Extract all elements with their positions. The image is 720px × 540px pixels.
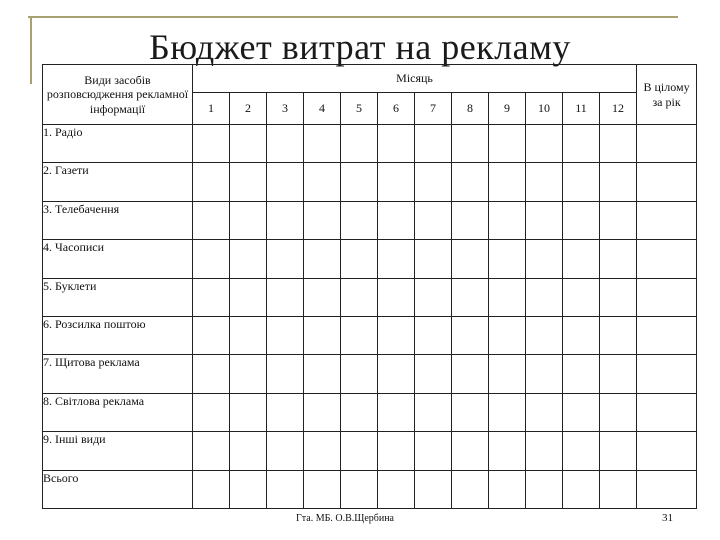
table-cell <box>600 393 637 431</box>
table-row <box>43 316 697 354</box>
table-cell <box>267 316 304 354</box>
table-row <box>43 432 697 470</box>
table-cell <box>304 240 341 278</box>
table-cell <box>563 278 600 316</box>
table-cell <box>526 470 563 508</box>
table-row <box>43 393 697 431</box>
table-cell <box>600 163 637 201</box>
table-cell <box>563 240 600 278</box>
table-cell <box>452 316 489 354</box>
page-number: 31 <box>662 512 673 524</box>
table-row <box>43 355 697 393</box>
month-number: 7 <box>415 93 452 125</box>
table-cell <box>452 201 489 239</box>
month-number: 11 <box>563 93 600 125</box>
row-label: 1. Радіо <box>43 125 193 163</box>
table-cell <box>193 240 230 278</box>
table-cell <box>193 316 230 354</box>
table-cell <box>378 278 415 316</box>
table-cell <box>304 432 341 470</box>
table-cell <box>230 201 267 239</box>
table-cell <box>600 355 637 393</box>
table-cell <box>526 432 563 470</box>
row-label: 8. Світлова реклама <box>43 393 193 431</box>
table-cell <box>193 125 230 163</box>
table-cell <box>563 355 600 393</box>
row-label: 6. Розсилка поштою <box>43 316 193 354</box>
table-cell <box>526 393 563 431</box>
table-row <box>43 470 697 508</box>
table-cell <box>267 432 304 470</box>
table-cell <box>304 278 341 316</box>
row-label: 2. Газети <box>43 163 193 201</box>
table-cell <box>415 316 452 354</box>
table-cell <box>267 278 304 316</box>
table-cell <box>489 240 526 278</box>
table-cell <box>267 393 304 431</box>
slide-title: Бюджет витрат на рекламу <box>149 27 571 67</box>
table-row <box>43 240 697 278</box>
table-cell <box>637 432 697 470</box>
table-cell <box>378 393 415 431</box>
month-number: 1 <box>193 93 230 125</box>
table-cell <box>600 240 637 278</box>
footer-author: Гта. МБ. О.В.Щербина <box>296 513 394 524</box>
header-media-types: Види засобів розповсюдження рекламної інформації <box>43 65 193 125</box>
table-cell <box>193 470 230 508</box>
table-cell <box>267 163 304 201</box>
table-row <box>43 163 697 201</box>
table-cell <box>526 240 563 278</box>
row-label: 5. Буклети <box>43 278 193 316</box>
table-cell <box>452 163 489 201</box>
table-cell <box>341 240 378 278</box>
table-cell <box>600 201 637 239</box>
table-cell <box>230 470 267 508</box>
table-cell <box>415 470 452 508</box>
table-cell <box>637 163 697 201</box>
table-cell <box>489 355 526 393</box>
table-cell <box>193 278 230 316</box>
table-cell <box>230 125 267 163</box>
table-cell <box>489 163 526 201</box>
table-cell <box>378 125 415 163</box>
table-cell <box>637 355 697 393</box>
month-number: 3 <box>267 93 304 125</box>
table-cell <box>452 432 489 470</box>
table-cell <box>415 355 452 393</box>
table-cell <box>267 355 304 393</box>
month-number: 2 <box>230 93 267 125</box>
row-label: 4. Часописи <box>43 240 193 278</box>
table-cell <box>526 163 563 201</box>
table-cell <box>489 201 526 239</box>
row-label: 7. Щитова реклама <box>43 355 193 393</box>
table-cell <box>341 355 378 393</box>
table-cell <box>563 163 600 201</box>
table-cell <box>378 355 415 393</box>
table-cell <box>304 316 341 354</box>
table-cell <box>230 240 267 278</box>
month-number: 6 <box>378 93 415 125</box>
table-cell <box>341 432 378 470</box>
table-cell <box>193 355 230 393</box>
table-cell <box>230 393 267 431</box>
table-cell <box>637 393 697 431</box>
table-cell <box>341 125 378 163</box>
table-cell <box>637 316 697 354</box>
table-cell <box>378 201 415 239</box>
table-cell <box>563 393 600 431</box>
table-cell <box>341 278 378 316</box>
header-yearly-total: В цілому за рік <box>637 65 697 125</box>
table-cell <box>193 432 230 470</box>
table-cell <box>267 125 304 163</box>
month-number: 8 <box>452 93 489 125</box>
table-cell <box>267 470 304 508</box>
table-cell <box>600 470 637 508</box>
table-cell <box>304 470 341 508</box>
table-cell <box>378 470 415 508</box>
table-cell <box>415 240 452 278</box>
table-cell <box>452 240 489 278</box>
table-cell <box>415 201 452 239</box>
table-cell <box>193 201 230 239</box>
table-cell <box>378 240 415 278</box>
table-cell <box>600 432 637 470</box>
decorative-top-line <box>28 16 678 18</box>
table-row <box>43 278 697 316</box>
table-cell <box>304 201 341 239</box>
table-cell <box>563 316 600 354</box>
table-cell <box>526 355 563 393</box>
table-cell <box>637 240 697 278</box>
table-cell <box>378 316 415 354</box>
table-cell <box>304 125 341 163</box>
table-cell <box>341 163 378 201</box>
table-cell <box>304 393 341 431</box>
table-cell <box>415 432 452 470</box>
table-cell <box>637 278 697 316</box>
table-cell <box>489 278 526 316</box>
header-month: Місяць <box>193 65 637 93</box>
row-label: Всього <box>43 470 193 508</box>
table-cell <box>489 316 526 354</box>
table-cell <box>415 163 452 201</box>
table-cell <box>341 393 378 431</box>
table-cell <box>526 316 563 354</box>
table-cell <box>637 470 697 508</box>
table-cell <box>230 355 267 393</box>
table-cell <box>230 163 267 201</box>
table-cell <box>341 201 378 239</box>
month-number: 10 <box>526 93 563 125</box>
row-label: 9. Інші види <box>43 432 193 470</box>
table-cell <box>304 355 341 393</box>
table-cell <box>230 432 267 470</box>
table-cell <box>600 316 637 354</box>
table-cell <box>230 278 267 316</box>
month-number: 12 <box>600 93 637 125</box>
table-cell <box>637 201 697 239</box>
row-label: 3. Телебачення <box>43 201 193 239</box>
table-cell <box>637 125 697 163</box>
table-cell <box>489 432 526 470</box>
table-cell <box>341 470 378 508</box>
month-number: 4 <box>304 93 341 125</box>
table-cell <box>563 470 600 508</box>
table-cell <box>600 278 637 316</box>
table-cell <box>415 278 452 316</box>
table-cell <box>193 393 230 431</box>
table-cell <box>452 470 489 508</box>
table-cell <box>341 316 378 354</box>
month-number: 5 <box>341 93 378 125</box>
table-cell <box>230 316 267 354</box>
table-cell <box>415 125 452 163</box>
table-cell <box>452 393 489 431</box>
table-row <box>43 125 697 163</box>
budget-table <box>42 64 697 509</box>
table-cell <box>563 432 600 470</box>
table-cell <box>563 201 600 239</box>
table-cell <box>526 125 563 163</box>
table-cell <box>267 201 304 239</box>
table-cell <box>193 163 230 201</box>
table-cell <box>526 278 563 316</box>
table-row <box>43 201 697 239</box>
table-cell <box>452 355 489 393</box>
table-cell <box>563 125 600 163</box>
table-cell <box>489 125 526 163</box>
table-cell <box>378 432 415 470</box>
table-cell <box>304 163 341 201</box>
table-cell <box>452 125 489 163</box>
table-cell <box>267 240 304 278</box>
table-cell <box>378 163 415 201</box>
table-cell <box>489 470 526 508</box>
table-cell <box>452 278 489 316</box>
table-body <box>43 125 697 509</box>
month-number: 9 <box>489 93 526 125</box>
table-cell <box>415 393 452 431</box>
table-cell <box>600 125 637 163</box>
table-cell <box>489 393 526 431</box>
table-cell <box>526 201 563 239</box>
